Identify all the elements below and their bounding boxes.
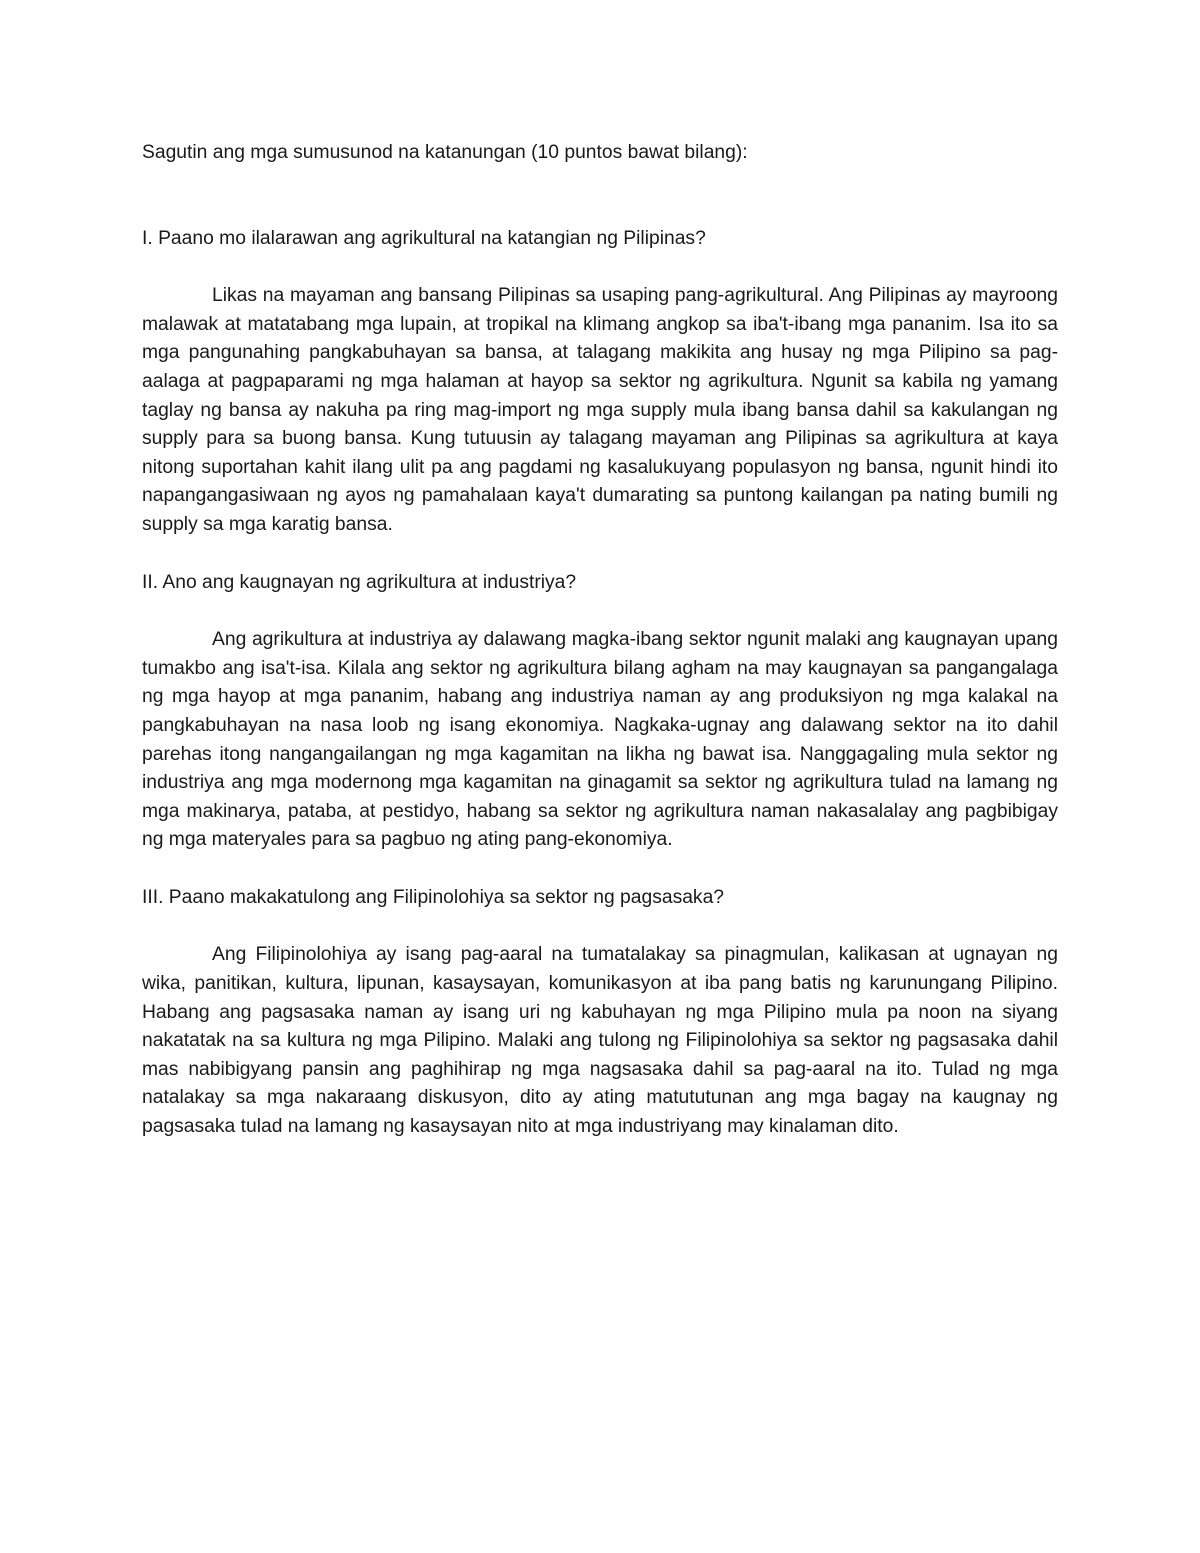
answer-2: Ang agrikultura at industriya ay dalawang magka-ibang sektor ngunit malaki ang kaugnayan upang tumakbo ang isa't-isa. Kilala ang sektor ng agrikultura bilang agham na may kaugnayan sa pangangalaga ng mga hayop at mga pananim, habang ang industriya naman ay ang produksiyon ng mga kalakal na pangkabuhayan na nasa loob ng isang ekonomiya. Nagkaka-ugnay ang dalawang sektor na ito dahil parehas itong nangangailangan ng mga kagamitan na likha ng bawat isa. Nanggagaling mula sektor ng industriya ang mga modernong mga kagamitan na ginagamit sa sektor ng agrikultura tulad na lamang ng mga makinarya, pataba, at pestidyo, habang sa sektor ng agrikultura naman nakasalalay ang pagbibigay ng mga materyales para sa pagbuo ng ating pang-ekonomiya. [142, 629, 1058, 851]
answer-3: Ang Filipinolohiya ay isang pag-aaral na tumatalakay sa pinagmulan, kalikasan at ugnayan ng wika, panitikan, kultura, lipunan, kasaysayan, komunikasyon at iba pang batis ng karunungang Pilipino. Habang ang pagsasaka naman ay isang uri ng kabuhayan ng mga Pilipino mula pa noon na siyang nakatatak na sa kultura ng mga Pilipino. Malaki ang tulong ng Filipinolohiya sa sektor ng pagsasaka dahil mas nabibigyang pansin ang paghihirap ng mga nagsasaka dahil sa pag-aaral na ito. Tulad ng mga natalakay sa mga nakaraang diskusyon, dito ay ating matututunan ang mga bagay na kaugnay ng pagsasaka tulad na lamang ng kasaysayan nito at mga industriyang may kinalaman dito. [142, 944, 1058, 1138]
question-2: II. Ano ang kaugnayan ng agrikultura at industriya? [142, 571, 577, 593]
section-2 [142, 569, 1058, 855]
section-3 [142, 884, 1058, 1142]
question-3: III. Paano makakatulong ang Filipinolohiya sa sektor ng pagsasaka? [142, 886, 725, 908]
instruction-text: Sagutin ang mga sumusunod na katanungan (10 puntos bawat bilang): [142, 142, 748, 163]
answer-1: Likas na mayaman ang bansang Pilipinas sa usaping pang-agrikultural. Ang Pilipinas ay mayroong malawak at matatabang mga lupain, at tropikal na klimang angkop sa iba't-ibang mga pananim. Isa ito sa mga pangunahing pangkabuhayan sa bansa, at talagang makikita ang husay ng mga Pilipino sa pag-aalaga at pagpaparami ng mga halaman at hayop sa sektor ng agrikultura. Ngunit sa kabila ng yamang taglay ng bansa ay nakuha pa ring mag-import ng mga supply mula ibang bansa dahil sa kakulangan ng supply para sa buong bansa. Kung tutuusin ay talagang mayaman ang Pilipinas sa agrikultura at kaya nitong suportahan kahit ilang ulit pa ang pagdami ng kasalukuyang populasyon ng bansa, ngunit hindi ito napangangasiwaan ng ayos ng pamahalaan kaya't dumarating sa puntong kailangan pa nating bumili ng supply sa mga karatig bansa. [142, 285, 1058, 535]
question-1: I. Paano mo ilalarawan ang agrikultural na katangian ng Pilipinas? [142, 227, 706, 249]
section-1 [142, 225, 1058, 540]
document-page [142, 139, 1058, 1171]
